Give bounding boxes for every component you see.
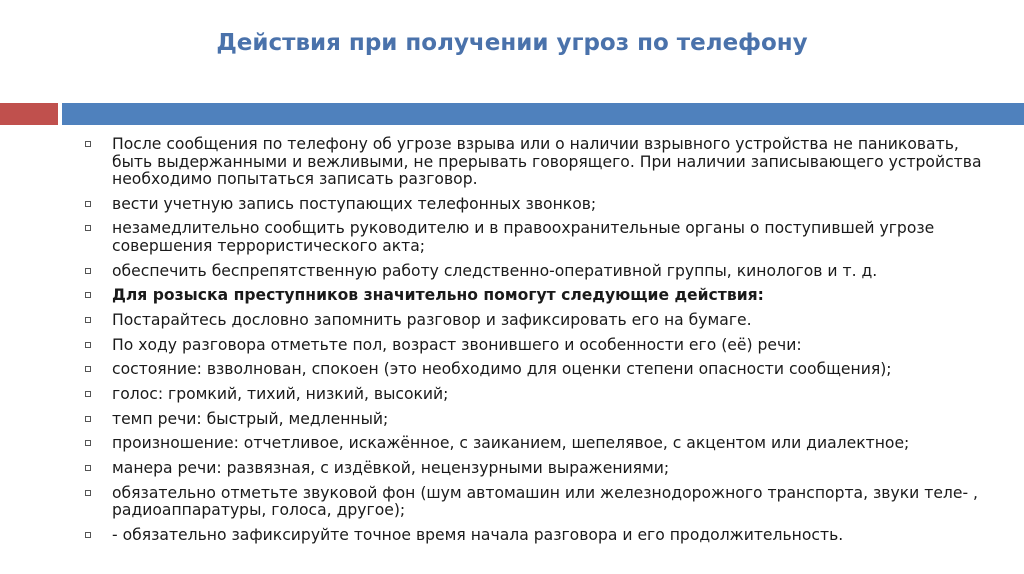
- square-bullet-icon: [85, 342, 91, 348]
- list-item: [85, 527, 985, 545]
- square-bullet-icon: [85, 416, 91, 422]
- list-item-text: По ходу разговора отметьте пол, возраст звонившего и особенности его (её) речи:: [112, 335, 802, 354]
- square-bullet-icon: [85, 490, 91, 496]
- list-item: [85, 263, 985, 281]
- square-bullet-icon: [85, 391, 91, 397]
- list-item: [85, 435, 985, 453]
- list-item-text: Постарайтесь дословно запомнить разговор и зафиксировать его на бумаге.: [112, 310, 752, 329]
- list-item-text: голос: громкий, тихий, низкий, высокий;: [112, 385, 449, 403]
- list-item-text: вести учетную запись поступающих телефонных звонков;: [112, 194, 597, 213]
- slide-title: Действия при получении угроз по телефону: [216, 30, 808, 56]
- list-item-text: состояние: взволнован, спокоен (это необходимо для оценки степени опасности сообщения);: [112, 360, 892, 379]
- list-item-text: произношение: отчетливое, искажённое, с заиканием, шепелявое, с акцентом или диалектное;: [112, 434, 910, 453]
- list-item: [85, 136, 985, 189]
- list-item: [85, 485, 985, 520]
- square-bullet-icon: [85, 317, 91, 323]
- list-item: [85, 196, 985, 214]
- list-item: [85, 386, 985, 404]
- list-item: [85, 411, 985, 429]
- list-item-text: манера речи: развязная, с издёвкой, нецензурными выражениями;: [112, 459, 670, 478]
- list-item-text: обеспечить беспрепятственную работу следственно-оперативной группы, кинологов и т. д.: [112, 261, 878, 280]
- list-item: [85, 337, 985, 355]
- list-item: [85, 312, 985, 330]
- square-bullet-icon: [85, 225, 91, 231]
- accent-bar-red: [0, 103, 58, 125]
- list-item-heading: [85, 287, 985, 305]
- square-bullet-icon: [85, 366, 91, 372]
- list-item-text: После сообщения по телефону об угрозе взрыва или о наличии взрывного устройства не паниковать, быть выдержанными и вежливыми, не прерывать говорящего. При наличии записывающего устройства необходимо попытаться записать разговор.: [112, 135, 982, 188]
- list-item-text: обязательно отметьте звуковой фон (шум автомашин или железнодорожного транспорта, звуки теле- , радиоаппаратуры, голоса, другое);: [112, 483, 979, 520]
- list-item-text: Для розыска преступников значительно помогут следующие действия:: [112, 286, 764, 305]
- list-item-text: темп речи: быстрый, медленный;: [112, 409, 389, 428]
- accent-bar-blue: [62, 103, 1024, 125]
- square-bullet-icon: [85, 141, 91, 147]
- list-item-text: незамедлительно сообщить руководителю и в правоохранительные органы о поступившей угрозе совершения террористического акта;: [112, 219, 935, 255]
- list-item-text: - обязательно зафиксируйте точное время начала разговора и его продолжительность.: [112, 525, 844, 544]
- list-item: [85, 460, 985, 478]
- list-item: [85, 220, 985, 255]
- square-bullet-icon: [85, 201, 91, 207]
- square-bullet-icon: [85, 465, 91, 471]
- bullet-list: [85, 136, 985, 552]
- square-bullet-icon: [85, 292, 91, 298]
- list-item: [85, 361, 985, 379]
- square-bullet-icon: [85, 268, 91, 274]
- square-bullet-icon: [85, 440, 91, 446]
- square-bullet-icon: [85, 532, 91, 538]
